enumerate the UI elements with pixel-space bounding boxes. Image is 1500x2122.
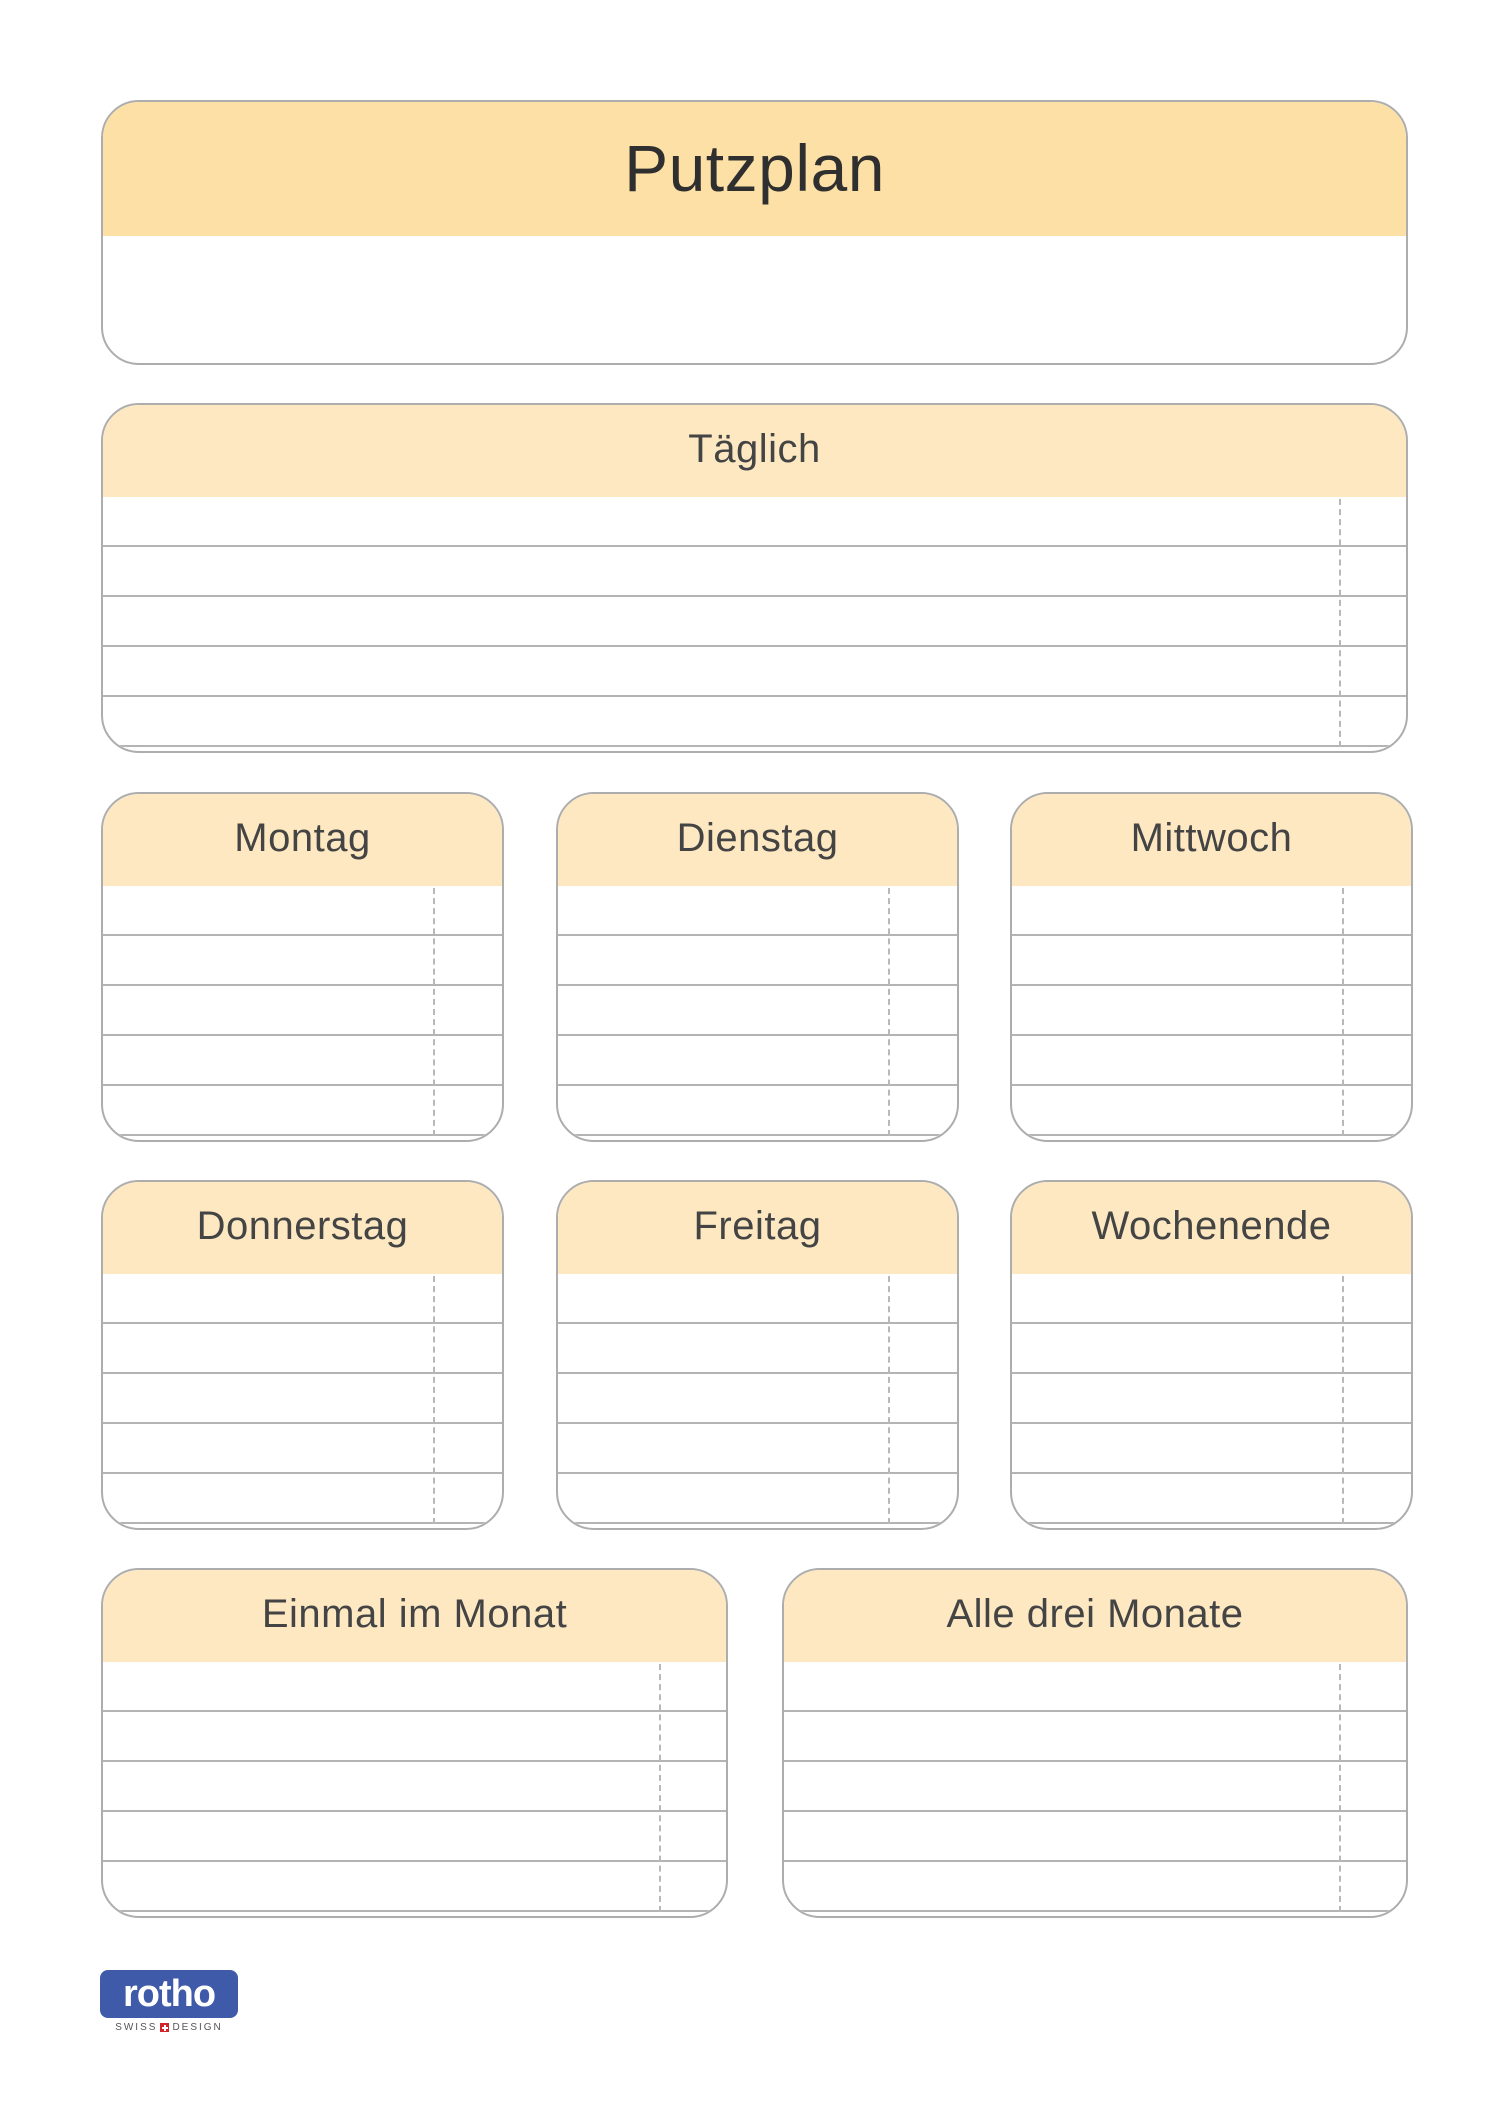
task-row[interactable] [1012,1086,1411,1136]
task-row[interactable] [784,1712,1406,1762]
section-tuesday-title: Dienstag [556,792,959,886]
check-column-divider [433,1276,435,1524]
section-monday-title: Montag [101,792,504,886]
section-friday-title: Freitag [556,1180,959,1274]
task-row[interactable] [103,936,502,986]
task-row[interactable] [558,1324,957,1374]
section-daily [101,403,1408,753]
check-column-divider [888,1276,890,1524]
task-row[interactable] [103,886,502,936]
task-row[interactable] [558,1036,957,1086]
section-thursday [101,1180,504,1530]
section-quarterly-title: Alle drei Monate [782,1568,1408,1662]
task-row[interactable] [1012,1324,1411,1374]
section-wednesday-title: Mittwoch [1010,792,1413,886]
task-row[interactable] [558,936,957,986]
section-monthly [101,1568,728,1918]
check-column-divider [1342,888,1344,1136]
task-row[interactable] [103,986,502,1036]
task-row[interactable] [103,1036,502,1086]
task-row[interactable] [103,497,1406,547]
task-row[interactable] [103,1812,726,1862]
task-row[interactable] [1012,1424,1411,1474]
check-column-divider [1342,1276,1344,1524]
task-row[interactable] [1012,986,1411,1036]
check-column-divider [888,888,890,1136]
task-row[interactable] [103,1274,502,1324]
tagline-right: DESIGN [172,2022,223,2033]
title-card [101,100,1408,365]
section-wednesday [1010,792,1413,1142]
task-row[interactable] [784,1662,1406,1712]
task-row[interactable] [1012,886,1411,936]
section-weekend-title: Wochenende [1010,1180,1413,1274]
task-row[interactable] [558,986,957,1036]
task-row[interactable] [558,1274,957,1324]
task-row[interactable] [103,1374,502,1424]
task-row[interactable] [558,886,957,936]
task-row[interactable] [1012,1474,1411,1524]
task-row[interactable] [558,1374,957,1424]
section-weekend [1010,1180,1413,1530]
task-row[interactable] [1012,1036,1411,1086]
task-row[interactable] [103,1424,502,1474]
task-row[interactable] [558,1474,957,1524]
section-monday [101,792,504,1142]
task-row[interactable] [103,1086,502,1136]
task-row[interactable] [784,1762,1406,1812]
task-row[interactable] [558,1086,957,1136]
check-column-divider [659,1664,661,1912]
task-row[interactable] [103,1324,502,1374]
task-row[interactable] [1012,1274,1411,1324]
task-row[interactable] [103,1762,726,1812]
task-row[interactable] [103,1862,726,1912]
check-column-divider [433,888,435,1136]
task-row[interactable] [784,1862,1406,1912]
section-daily-title: Täglich [101,403,1408,497]
section-tuesday [556,792,959,1142]
title-notes-area[interactable] [103,236,1406,356]
tagline-left: SWISS [115,2022,158,2033]
check-column-divider [1339,499,1341,747]
task-row[interactable] [784,1812,1406,1862]
swiss-cross-icon [160,2023,169,2032]
section-quarterly [782,1568,1408,1918]
logo-tagline [100,2022,238,2033]
page-title: Putzplan [101,100,1408,236]
task-row[interactable] [103,697,1406,747]
task-row[interactable] [1012,936,1411,986]
task-row[interactable] [103,1712,726,1762]
task-row[interactable] [103,1662,726,1712]
section-monthly-title: Einmal im Monat [101,1568,728,1662]
task-row[interactable] [103,647,1406,697]
task-row[interactable] [103,547,1406,597]
task-row[interactable] [103,597,1406,647]
section-friday [556,1180,959,1530]
task-row[interactable] [558,1424,957,1474]
check-column-divider [1339,1664,1341,1912]
task-row[interactable] [103,1474,502,1524]
rotho-logo: rotho [100,1970,238,2018]
section-thursday-title: Donnerstag [101,1180,504,1274]
task-row[interactable] [1012,1374,1411,1424]
